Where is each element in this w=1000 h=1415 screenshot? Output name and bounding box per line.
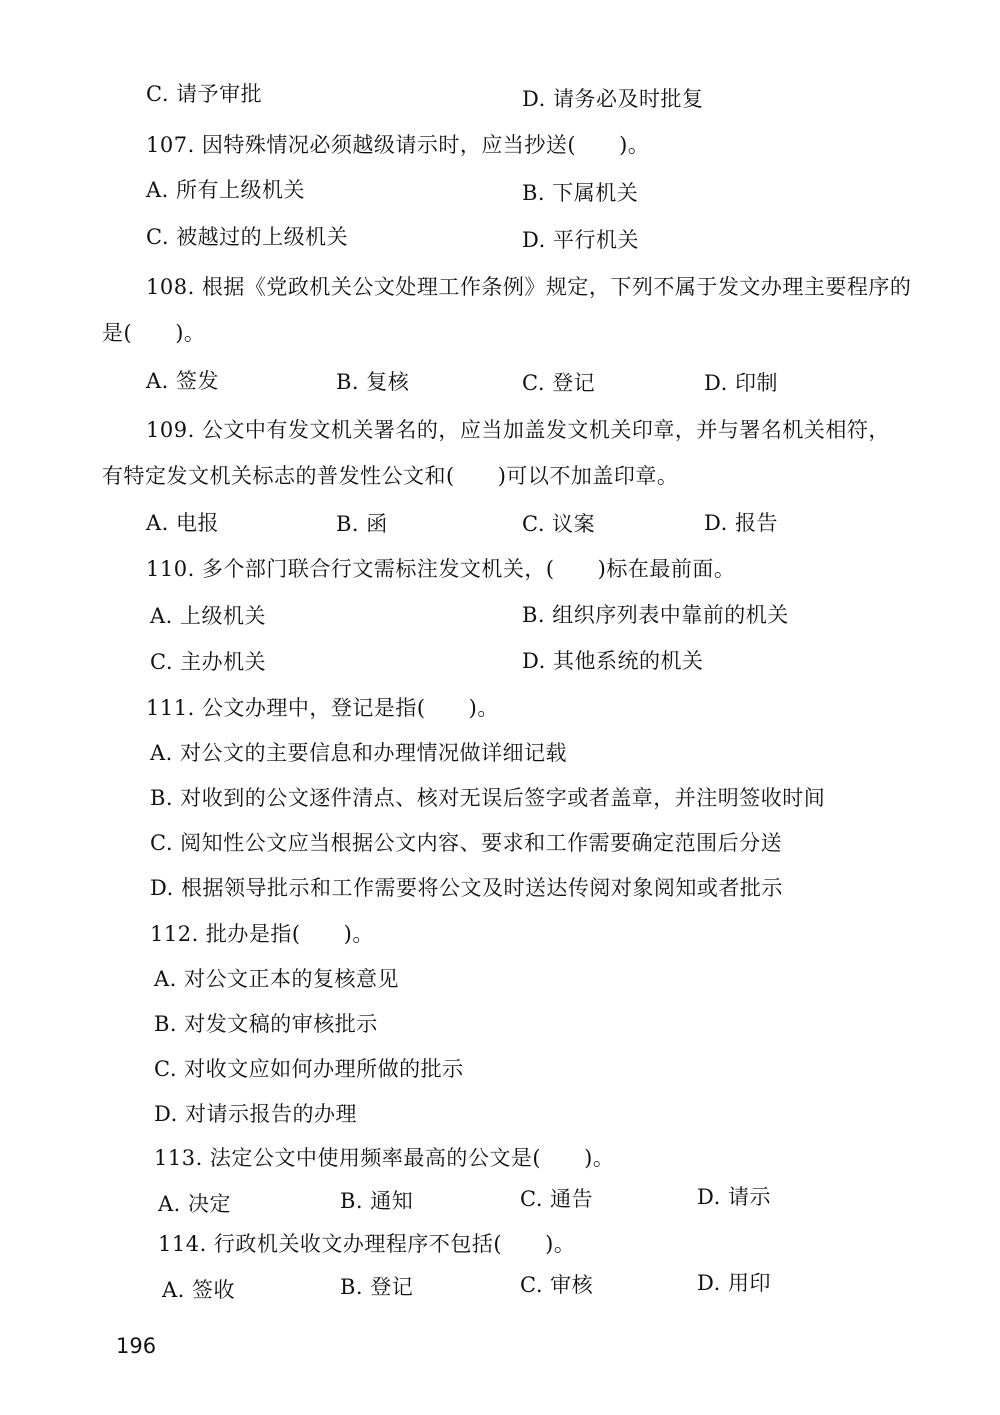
q111-option-b: B. 对收到的公文逐件清点、核对无误后签字或者盖章，并注明签收时间 xyxy=(150,786,826,810)
q107-stem: 107. 因特殊情况必须越级请示时，应当抄送( )。 xyxy=(146,133,650,157)
q113-option-b: B. 通知 xyxy=(340,1189,414,1213)
q107-option-a: A. 所有上级机关 xyxy=(146,178,306,202)
q109-option-c: C. 议案 xyxy=(522,512,596,536)
q108-option-b: B. 复核 xyxy=(336,370,410,394)
q110-option-a: A. 上级机关 xyxy=(150,604,267,628)
q112-option-b: B. 对发文稿的审核批示 xyxy=(154,1012,378,1036)
q114-option-c: C. 审核 xyxy=(520,1273,594,1297)
q109-stem-line1: 109. 公文中有发文机关署名的，应当加盖发文机关印章，并与署名机关相符， xyxy=(146,418,890,442)
q109-stem-line2: 有特定发文机关标志的普发性公文和( )可以不加盖印章。 xyxy=(102,464,679,488)
q113-stem: 113. 法定公文中使用频率最高的公文是( )。 xyxy=(154,1146,615,1170)
q108-option-a: A. 签发 xyxy=(146,369,220,393)
q111-stem: 111. 公文办理中，登记是指( )。 xyxy=(146,696,499,720)
q111-option-d: D. 根据领导批示和工作需要将公文及时送达传阅对象阅知或者批示 xyxy=(150,876,783,900)
q106-option-c: C. 请予审批 xyxy=(146,82,263,106)
q108-option-d: D. 印制 xyxy=(704,371,778,395)
q113-option-d: D. 请示 xyxy=(697,1185,771,1209)
q112-option-a: A. 对公文正本的复核意见 xyxy=(154,967,400,991)
q110-option-d: D. 其他系统的机关 xyxy=(522,649,704,673)
q109-option-a: A. 电报 xyxy=(146,511,220,535)
q108-option-c: C. 登记 xyxy=(522,371,596,395)
q112-option-c: C. 对收文应如何办理所做的批示 xyxy=(154,1057,464,1081)
q112-option-d: D. 对请示报告的办理 xyxy=(154,1102,357,1126)
q112-stem: 112. 批办是指( )。 xyxy=(150,922,374,946)
q114-option-b: B. 登记 xyxy=(340,1275,414,1299)
q110-option-b: B. 组织序列表中靠前的机关 xyxy=(522,603,789,627)
q110-option-c: C. 主办机关 xyxy=(150,650,267,674)
q113-option-c: C. 通告 xyxy=(520,1187,594,1211)
page-number: 196 xyxy=(116,1334,157,1358)
q106-option-d: D. 请务必及时批复 xyxy=(522,87,704,111)
q114-stem: 114. 行政机关收文办理程序不包括( )。 xyxy=(158,1232,576,1256)
q114-option-a: A. 签收 xyxy=(162,1278,236,1302)
q113-option-a: A. 决定 xyxy=(158,1192,232,1216)
q107-option-d: D. 平行机关 xyxy=(522,228,639,252)
q114-option-d: D. 用印 xyxy=(697,1271,771,1295)
q109-option-b: B. 函 xyxy=(336,512,388,536)
q108-stem-line2: 是( )。 xyxy=(102,321,206,345)
q107-option-c: C. 被越过的上级机关 xyxy=(146,225,349,249)
q108-stem-line1: 108. 根据《党政机关公文处理工作条例》规定，下列不属于发文办理主要程序的 xyxy=(146,275,912,299)
q107-option-b: B. 下属机关 xyxy=(522,181,639,205)
q110-stem: 110. 多个部门联合行文需标注发文机关，( )标在最前面。 xyxy=(146,557,736,581)
q111-option-a: A. 对公文的主要信息和办理情况做详细记载 xyxy=(150,741,568,765)
q111-option-c: C. 阅知性公文应当根据公文内容、要求和工作需要确定范围后分送 xyxy=(150,831,783,855)
q109-option-d: D. 报告 xyxy=(704,511,778,535)
